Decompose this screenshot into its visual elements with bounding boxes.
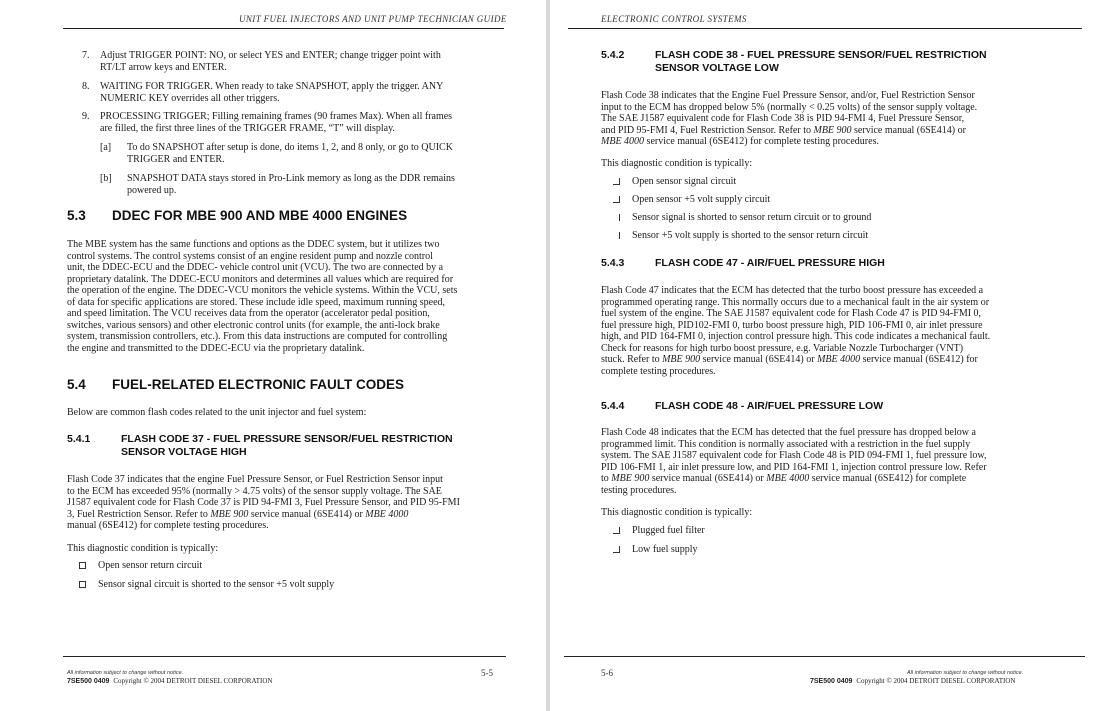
subsection-title: FLASH CODE 48 - AIR/FUEL PRESSURE LOW — [655, 400, 884, 412]
checkbox-icon — [613, 527, 620, 534]
diagnostic-lead: This diagnostic condition is typically: — [67, 543, 219, 554]
paragraph-line: stuck. Refer to MBE 900 service manual (6SE414) or MBE 4000 service manual (6SE412) for — [601, 354, 978, 365]
paragraph-line: The SAE J1587 equivalent code for Flash Code 38 is PID 94-FMI 4, Fuel Pressure Sensor, — [601, 113, 965, 124]
substep-text: SNAPSHOT DATA stays stored in Pro-Link memory as long as the DDR remains — [127, 173, 455, 184]
paragraph-line: testing procedures. — [601, 484, 677, 496]
manual-ref: MBE 900 — [662, 354, 701, 365]
footer-notice: All information subject to change without notice. — [907, 670, 1024, 676]
paragraph-line: system. The SAE J1587 equivalent code for Flash Code 48 is PID 094-FMI 1, fuel pressure low, — [601, 450, 987, 461]
checkbox-icon — [613, 232, 620, 239]
paragraph-line: fuel pressure high, PID102-FMI 0, turbo boost pressure high, PID 106-FMI 0, air inlet pressure — [601, 319, 983, 331]
checkbox-icon — [79, 581, 86, 588]
paragraph-line: MBE 4000 service manual (6SE412) for complete testing procedures. — [601, 136, 879, 147]
checkbox-icon — [613, 196, 620, 203]
step-text: Adjust TRIGGER POINT: NO, or select YES and ENTER; change trigger point with — [100, 50, 441, 61]
subsection-number: 5.4.4 — [601, 400, 625, 412]
running-header: ELECTRONIC CONTROL SYSTEMS — [601, 14, 747, 24]
paragraph-line: to the ECM has exceeded 95% (normally > 4.75 volts) of the sensor supply voltage. The SAE — [67, 485, 442, 497]
step-text: RT/LT arrow keys and ENTER. — [100, 62, 227, 73]
subsection-number: 5.4.2 — [601, 49, 625, 61]
paragraph-line: Flash Code 47 indicates that the ECM has detected that the turbo boost pressure has exceeded a — [601, 285, 984, 296]
substep-text: TRIGGER and ENTER. — [127, 154, 225, 165]
step-number: 9. — [82, 111, 90, 122]
step-text: WAITING FOR TRIGGER. When ready to take SNAPSHOT, apply the trigger. ANY — [100, 81, 444, 92]
footer-rule — [63, 656, 506, 657]
manual-ref: MBE 4000 — [601, 136, 645, 147]
paragraph-flash-code-37 — [67, 474, 460, 532]
page-number: 5-5 — [481, 668, 493, 678]
paragraph-line: Flash Code 48 indicates that the ECM has detected that the fuel pressure has dropped below a — [601, 427, 976, 438]
paragraph-flash-code-38 — [601, 90, 977, 148]
checkbox-icon — [613, 546, 620, 553]
step-text: are filled, the first three lines of the TRIGGER FRAME, “T” will display. — [100, 123, 395, 134]
paragraph-line: Check for reasons for high turbo boost pressure, e.g. Variable Nozzle Turbocharger (VNT) — [601, 342, 964, 354]
header-rule — [568, 28, 1082, 29]
paragraph-line: and speed limitation. The VCU receives data from the operator (accelerator pedal position, — [67, 308, 430, 319]
section-title: FUEL-RELATED ELECTRONIC FAULT CODES — [112, 377, 404, 392]
page-right: ELECTRONIC CONTROL SYSTEMS 5.4.2 FLASH CODE 38 - FUEL PRESSURE SENSOR/FUEL RESTRICTION SENSOR VOLTAGE LOW Flash Code 38 indicates that the Engine Fuel Pressure Sensor, and/or, Fuel Restriction Sensor input to the ECM has dropped below 5% (normally < 0.25 volts) of the sensor supply voltage. The SAE J1587 equivalent code for Flash Code 38 is PID 94-FMI 4, Fuel Pressure Sensor, and PID 95-FMI 4, Fuel Restriction Sensor. Refer to MBE 900 service manual (6SE414) or MBE 4000 service manual (6SE412) for complete testing procedures. This diagnostic condition is typically: Open sensor signal circuit Open sensor +5 volt supply circuit Sensor signal is shorted to sensor return circuit or to ground Sensor +5 volt supply is shorted to the sensor return circuit 5.4.3 FLASH CODE 47 - AIR/FUEL PRESSURE HIGH Flash Code 47 indicates that the ECM has detected that the turbo boost pressure has exceeded a programmed operating range. This normally occurs due to a mechanical fault in the air system or fuel system of the engine. The SAE J1587 equivalent code for Flash Code 47 is PID 94-FMI 0, fuel pressure high, PID102-FMI 0, turbo boost pressure high, PID 106-FMI 0, air inlet pressure high, and PID 164-FMI 0, injection control pressure high. This code indicates a mechanical fault. Check for reasons for high turbo boost pressure, e.g. Variable Nozzle Turbocharger (VNT) stuck. Refer to MBE 900 service manual (6SE414) or MBE 4000 service manual (6SE412) for complete testing procedures. 5.4.4 FLASH CODE 48 - AIR/FUEL PRESSURE LOW Flash Code 48 indicates that the ECM has detected that the fuel pressure has dropped below a programmed limit. This condition is normally associated with a restriction in the fuel supply system. The SAE J1587 equivalent code for Flash Code 48 is PID 094-FMI 1, fuel pressure low, PID 106-FMI 1, air inlet pressure low, and PID 164-FMI 1, injection control pressure low. Refer to MBE 900 service manual (6SE414) or MBE 4000 service manual (6SE412) for complete testing procedures. This diagnostic condition is typically: Plugged fuel filter Low fuel supply 5-6 All information subject to change without notice. 7SE500 0409 Copyright © 2004 DETROIT DIESEL CORPORATION — [550, 0, 1093, 711]
substep-label: [a] — [100, 142, 112, 153]
paragraph-line: high, and PID 164-FMI 0, injection control pressure high. This code indicates a mechanical fault. — [601, 331, 991, 342]
manual-ref: MBE 900 — [611, 473, 650, 484]
substep-label: [b] — [100, 173, 112, 184]
paragraph-mbe-system — [67, 239, 457, 354]
checkbox-icon — [613, 178, 620, 185]
manual-ref: MBE 4000 — [766, 473, 810, 484]
subsection-title: SENSOR VOLTAGE LOW — [655, 62, 779, 74]
subsection-title: FLASH CODE 37 - FUEL PRESSURE SENSOR/FUEL RESTRICTION — [121, 433, 453, 445]
section-number: 5.3 — [67, 208, 86, 223]
manual-ref: MBE 900 — [813, 124, 852, 136]
section-title: DDEC FOR MBE 900 AND MBE 4000 ENGINES — [112, 208, 408, 223]
paragraph-line: and PID 95-FMI 4, Fuel Restriction Sensor. Refer to MBE 900 service manual (6SE414) or — [601, 124, 966, 136]
paragraph-line: Flash Code 37 indicates that the engine Fuel Pressure Sensor, or Fuel Restriction Sensor input — [67, 474, 443, 485]
page-number: 5-6 — [601, 668, 613, 678]
subsection-title: FLASH CODE 38 - FUEL PRESSURE SENSOR/FUEL RESTRICTION — [655, 49, 987, 61]
subsection-title: FLASH CODE 47 - AIR/FUEL PRESSURE HIGH — [655, 257, 885, 269]
subsection-number: 5.4.1 — [67, 433, 91, 445]
header-rule — [63, 28, 504, 29]
step-text: PROCESSING TRIGGER; Filling remaining frames (90 frames Max). When all frames — [100, 111, 453, 122]
footer-notice: All information subject to change without notice. — [67, 670, 184, 676]
paragraph-line: manual (6SE412) for complete testing procedures. — [67, 520, 269, 531]
step-text: NUMERIC KEY overrides all other triggers. — [100, 93, 280, 104]
checkbox-icon — [613, 214, 620, 221]
substep-text: powered up. — [127, 185, 177, 196]
paragraph-line: the engine and transmitted to the DDEC-ECU via the proprietary datalink. — [67, 342, 365, 354]
footer-rule — [564, 656, 1085, 657]
footer-doc-code: 7SE500 0409 Copyright © 2004 DETROIT DIESEL CORPORATION — [67, 677, 273, 685]
paragraph-line: proprietary datalink. The DDEC-ECU monitors and determines all values which are required for — [67, 273, 454, 285]
checkbox-icon — [79, 562, 86, 569]
paragraph-line: unit, the DDEC-ECU and the DDEC- vehicle control unit (VCU). The two are connected by a — [67, 262, 444, 273]
paragraph-line: system, transmission controllers, etc.). From this data instructions are computed for controlling — [67, 331, 448, 342]
paragraph-line: input to the ECM has dropped below 5% (normally < 0.25 volts) of the sensor supply voltage. — [601, 101, 978, 113]
paragraph-line: J1587 equivalent code for Flash Code 37 is PID 94-FMI 3, Fuel Pressure Sensor, and PID 95-FMI — [67, 497, 460, 508]
paragraph-flash-code-47 — [601, 285, 990, 377]
page-left: UNIT FUEL INJECTORS AND UNIT PUMP TECHNICIAN GUIDE 7. Adjust TRIGGER POINT: NO, or select YES and ENTER; change trigger point with RT/LT arrow keys and ENTER. 8. WAITING FOR TRIGGER. When ready to take SNAPSHOT, apply the trigger. ANY NUMERIC KEY overrides all other triggers. 9. PROCESSING TRIGGER; Filling remaining frames (90 frames Max). When all frames are filled, the first three lines of the TRIGGER FRAME, “T” will display. [a] To do SNAPSHOT after setup is done, do items 1, 2, and 8 only, or go to QUICK TRIGGER and ENTER. [b] SNAPSHOT DATA stays stored in Pro-Link memory as long as the DDR remains powered up. 5.3 DDEC FOR MBE 900 AND MBE 4000 ENGINES The MBE system has the same functions and options as the DDEC system, but it utilizes two control systems. The control systems consist of an engine resident pump and nozzle control unit, the DDEC-ECU and the DDEC- vehicle control unit (VCU). The two are connected by a proprietary datalink. The DDEC-ECU monitors and determines all values which are required for the operation of the engine. The DDEC-VCU monitors the vehicle systems. Within the VCU, sets of data for specific applications are stored. These include idle speed, maximum running speed, and speed limitation. The VCU receives data from the operator (accelerator pedal position, switches, various sensors) and other electronic control units (for example, the anti-lock brake system, transmission controllers, etc.). From this data instructions are computed for controlling the engine and transmitted to the DDEC-ECU via the proprietary datalink. 5.4 FUEL-RELATED ELECTRONIC FAULT CODES Below are common flash codes related to the unit injector and fuel system: 5.4.1 FLASH CODE 37 - FUEL PRESSURE SENSOR/FUEL RESTRICTION SENSOR VOLTAGE HIGH Flash Code 37 indicates that the engine Fuel Pressure Sensor, or Fuel Restriction Sensor input to the ECM has exceeded 95% (normally > 4.75 volts) of the sensor supply voltage. The SAE J1587 equivalent code for Flash Code 37 is PID 94-FMI 3, Fuel Pressure Sensor, and PID 95-FMI 3, Fuel Restriction Sensor. Refer to MBE 900 service manual (6SE414) or MBE 4000 manual (6SE412) for complete testing procedures. This diagnostic condition is typically: Open sensor return circuit Sensor signal circuit is shorted to the sensor +5 volt supply All information subject to change without notice. 7SE500 0409 Copyright © 2004 DETROIT DIESEL CORPORATION 5-5 — [0, 0, 546, 711]
subsection-title: SENSOR VOLTAGE HIGH — [121, 446, 247, 458]
section-number: 5.4 — [67, 377, 86, 392]
footer-doc-code: 7SE500 0409 Copyright © 2004 DETROIT DIESEL CORPORATION — [810, 677, 1016, 685]
running-header: UNIT FUEL INJECTORS AND UNIT PUMP TECHNICIAN GUIDE — [239, 14, 507, 24]
subsection-number: 5.4.3 — [601, 257, 625, 269]
paragraph-line: of data for specific applications are stored. These include idle speed, maximum running speed, — [67, 296, 446, 308]
paragraph-line: the operation of the engine. The DDEC-VCU monitors the vehicle systems. Within the VCU, sets — [67, 285, 458, 296]
section-intro: Below are common flash codes related to the unit injector and fuel system: — [67, 407, 367, 418]
paragraph-line: fuel system of the engine. The SAE J1587 equivalent code for Flash Code 47 is PID 94-FMI 0, — [601, 308, 982, 319]
paragraph-line: The MBE system has the same functions and options as the DDEC system, but it utilizes two — [67, 239, 440, 250]
step-number: 7. — [82, 50, 90, 61]
manual-ref: MBE 900 — [210, 508, 249, 520]
paragraph-line: programmed limit. This condition is normally associated with a restriction in the fuel supply — [601, 438, 971, 450]
paragraph-line: programmed operating range. This normally occurs due to a mechanical fault in the air system or — [601, 296, 990, 308]
substep-text: To do SNAPSHOT after setup is done, do items 1, 2, and 8 only, or go to QUICK — [127, 142, 453, 153]
paragraph-line: 3, Fuel Restriction Sensor. Refer to MBE 900 service manual (6SE414) or MBE 4000 — [67, 508, 409, 520]
paragraph-line: PID 106-FMI 1, air inlet pressure low, and PID 164-FMI 1, injection control pressure low. Refer — [601, 461, 987, 473]
diagnostic-lead: This diagnostic condition is typically: — [601, 158, 753, 169]
manual-ref: MBE 4000 — [365, 508, 409, 520]
manual-ref: MBE 4000 — [817, 354, 861, 365]
step-number: 8. — [82, 81, 90, 92]
paragraph-flash-code-48 — [601, 427, 987, 496]
paragraph-line: complete testing procedures. — [601, 365, 716, 377]
paragraph-line: switches, various sensors) and other electronic control units (for example, the anti-lock brake — [67, 319, 440, 331]
paragraph-line: to MBE 900 service manual (6SE414) or MBE 4000 service manual (6SE412) for complete — [601, 473, 967, 484]
diagnostic-lead: This diagnostic condition is typically: — [601, 507, 753, 518]
paragraph-line: control systems. The control systems consist of an engine resident pump and nozzle control — [67, 250, 433, 262]
paragraph-line: Flash Code 38 indicates that the Engine Fuel Pressure Sensor, and/or, Fuel Restriction Sensor — [601, 90, 975, 101]
